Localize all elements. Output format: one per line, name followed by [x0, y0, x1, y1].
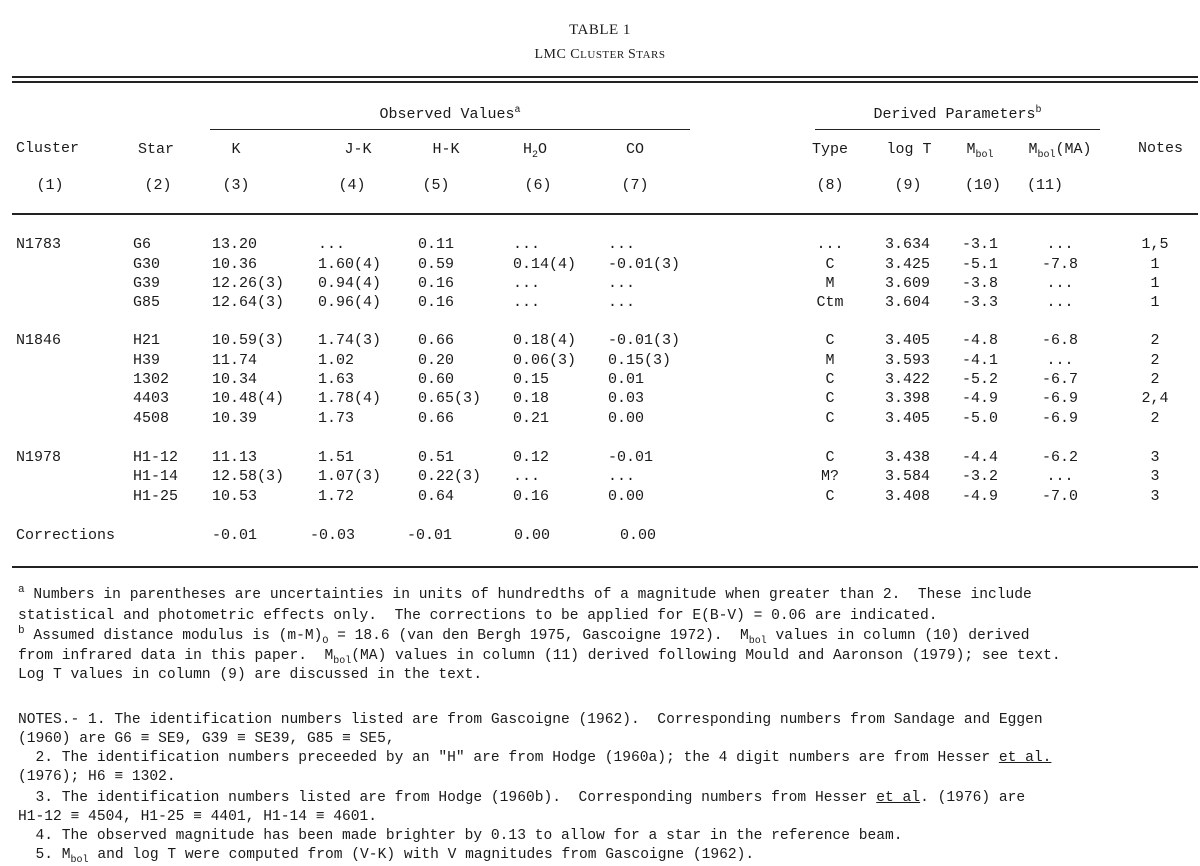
- header-hk: H-K: [432, 141, 460, 158]
- colnum-3: (3): [222, 177, 250, 194]
- corrections-label: Corrections: [16, 527, 116, 544]
- header-mbol: $M_{bol}$: [966, 141, 994, 161]
- header-jk: J-K: [344, 141, 372, 158]
- cell-notes: 2: [1150, 352, 1160, 369]
- top-rule-1: [12, 76, 1198, 78]
- cell-logt: 3.634: [885, 236, 931, 253]
- cell-star: H21: [133, 332, 161, 349]
- cell-mbolma: ...: [1046, 294, 1074, 311]
- cell-type: C: [825, 390, 835, 407]
- cell-cluster: N1846: [16, 332, 62, 349]
- cell-co: -0.01(3): [608, 332, 681, 349]
- cell-mbol: -3.1: [962, 236, 999, 253]
- cell-hk: 0.16: [418, 294, 455, 311]
- note-1-line1: NOTES.- 1. The identification numbers listed are from Gascoigne (1962). Corresponding numbers from Sandage and Eggen: [18, 712, 1043, 728]
- cell-co: 0.00: [608, 410, 645, 427]
- cell-k: 11.74: [212, 352, 258, 369]
- cell-h2o: 0.12: [513, 449, 550, 466]
- colnum-2: (2): [144, 177, 172, 194]
- cell-mbol: -5.1: [962, 256, 999, 273]
- cell-mbol: -4.8: [962, 332, 999, 349]
- cell-mbol: -5.2: [962, 371, 999, 388]
- cell-co: -0.01(3): [608, 256, 681, 273]
- colnum-1: (1): [36, 177, 64, 194]
- cell-type: C: [825, 449, 835, 466]
- cell-star: H39: [133, 352, 161, 369]
- cell-notes: 3: [1150, 468, 1160, 485]
- colnum-7: (7): [621, 177, 649, 194]
- cell-notes: 3: [1150, 449, 1160, 466]
- cell-hk: 0.59: [418, 256, 455, 273]
- cell-type: C: [825, 410, 835, 427]
- cell-star: G6: [133, 236, 152, 253]
- footnote-b-line3: Log T values in column (9) are discussed in the text.: [18, 667, 483, 683]
- cell-logt: 3.604: [885, 294, 931, 311]
- cell-k: 12.26(3): [212, 275, 285, 292]
- note-2-line1: 2. The identification numbers preceeded by an "H" are from Hodge (1960a); the 4 digit numbers are from Hesser et al.: [18, 750, 1052, 766]
- cell-jk: 0.94(4): [318, 275, 382, 292]
- cell-type: M: [825, 275, 835, 292]
- observed-values-header: Observed Values$^a$: [379, 105, 521, 123]
- cell-mbolma: ...: [1046, 352, 1074, 369]
- cell-jk: 1.74(3): [318, 332, 382, 349]
- cell-mbol: -3.2: [962, 468, 999, 485]
- cell-logt: 3.398: [885, 390, 931, 407]
- cell-mbolma: -7.0: [1041, 488, 1078, 505]
- cell-h2o: ...: [513, 468, 541, 485]
- cell-h2o: 0.21: [513, 410, 550, 427]
- cell-logt: 3.438: [885, 449, 931, 466]
- cell-mbolma: ...: [1046, 468, 1074, 485]
- cell-logt: 3.425: [885, 256, 931, 273]
- cell-co: ...: [608, 275, 636, 292]
- header-notes: Notes: [1138, 140, 1184, 157]
- cell-mbolma: -6.9: [1041, 410, 1078, 427]
- corrections-co: 0.00: [620, 527, 657, 544]
- note-4: 4. The observed magnitude has been made brighter by 0.13 to allow for a star in the reference beam.: [18, 828, 903, 844]
- cell-k: 10.36: [212, 256, 258, 273]
- cell-mbolma: -6.2: [1041, 449, 1078, 466]
- cell-h2o: 0.18: [513, 390, 550, 407]
- cell-mbol: -4.9: [962, 488, 999, 505]
- cell-logt: 3.584: [885, 468, 931, 485]
- cell-mbolma: -6.8: [1041, 332, 1078, 349]
- cell-mbolma: ...: [1046, 236, 1074, 253]
- cell-cluster: N1783: [16, 236, 62, 253]
- cell-hk: 0.66: [418, 410, 455, 427]
- cell-mbolma: -6.7: [1041, 371, 1078, 388]
- cell-type: Ctm: [816, 294, 844, 311]
- cell-co: ...: [608, 468, 636, 485]
- cell-jk: 0.96(4): [318, 294, 382, 311]
- table-bottom-rule: [12, 566, 1198, 568]
- cell-logt: 3.593: [885, 352, 931, 369]
- cell-notes: 1: [1150, 275, 1160, 292]
- header-star: Star: [138, 141, 175, 158]
- cell-notes: 1,5: [1141, 236, 1169, 253]
- cell-h2o: 0.14(4): [513, 256, 577, 273]
- cell-co: 0.15(3): [608, 352, 672, 369]
- corrections-k: -0.01: [212, 527, 258, 544]
- cell-co: 0.03: [608, 390, 645, 407]
- cell-h2o: ...: [513, 275, 541, 292]
- corrections-hk: -0.01: [407, 527, 453, 544]
- cell-jk: 1.73: [318, 410, 355, 427]
- cell-notes: 2: [1150, 410, 1160, 427]
- cell-star: 1302: [133, 371, 170, 388]
- cell-jk: 1.07(3): [318, 468, 382, 485]
- cell-hk: 0.65(3): [418, 390, 482, 407]
- derived-parameters-header: Derived Parameters$^b$: [873, 105, 1042, 123]
- cell-k: 10.34: [212, 371, 258, 388]
- cell-mbolma: -7.8: [1041, 256, 1078, 273]
- cell-k: 10.48(4): [212, 390, 285, 407]
- header-cluster: Cluster: [16, 140, 80, 157]
- cell-hk: 0.66: [418, 332, 455, 349]
- cell-notes: 1: [1150, 294, 1160, 311]
- cell-type: C: [825, 256, 835, 273]
- cell-k: 13.20: [212, 236, 258, 253]
- cell-mbol: -3.8: [962, 275, 999, 292]
- cell-hk: 0.20: [418, 352, 455, 369]
- cell-hk: 0.22(3): [418, 468, 482, 485]
- cell-notes: 2: [1150, 332, 1160, 349]
- cell-hk: 0.51: [418, 449, 455, 466]
- cell-hk: 0.60: [418, 371, 455, 388]
- cell-mbol: -4.4: [962, 449, 999, 466]
- cell-jk: 1.51: [318, 449, 355, 466]
- cell-logt: 3.609: [885, 275, 931, 292]
- cell-star: G39: [133, 275, 161, 292]
- note-3-line2: H1-12 ≡ 4504, H1-25 ≡ 4401, H1-14 ≡ 4601.: [18, 809, 378, 825]
- cell-jk: 1.60(4): [318, 256, 382, 273]
- observed-span-line: [210, 129, 690, 130]
- table-subtitle: LMC CLUSTER STARS: [534, 47, 666, 62]
- cell-co: 0.01: [608, 371, 645, 388]
- cell-co: -0.01: [608, 449, 654, 466]
- cell-jk: 1.63: [318, 371, 355, 388]
- cell-notes: 2: [1150, 371, 1160, 388]
- cell-logt: 3.405: [885, 332, 931, 349]
- header-type: Type: [811, 141, 848, 158]
- cell-star: H1-25: [133, 488, 179, 505]
- footnote-a-line2: statistical and photometric effects only. The corrections to be applied for E(B-V) = 0.06 are indicated.: [18, 608, 938, 624]
- cell-k: 10.39: [212, 410, 258, 427]
- colnum-11: (11): [1026, 177, 1063, 194]
- colnum-4: (4): [338, 177, 366, 194]
- cell-h2o: 0.06(3): [513, 352, 577, 369]
- table-title: TABLE 1: [569, 22, 631, 38]
- header-h2o: $H_2O$: [522, 141, 548, 161]
- cell-star: 4508: [133, 410, 170, 427]
- cell-type: C: [825, 488, 835, 505]
- cell-k: 10.59(3): [212, 332, 285, 349]
- cell-h2o: 0.15: [513, 371, 550, 388]
- cell-h2o: ...: [513, 236, 541, 253]
- colnum-10: (10): [964, 177, 1001, 194]
- footnote-b-line2: from infrared data in this paper. $M_{bol}(MA)$ values in column (11) derived following Mould and Aaronson (1979); see text.: [18, 648, 1061, 667]
- header-logt: log T: [886, 141, 932, 158]
- cell-mbolma: -6.9: [1041, 390, 1078, 407]
- cell-mbol: -5.0: [962, 410, 999, 427]
- footnote-a-line1: $^a$ Numbers in parentheses are uncertainties in units of hundredths of a magnitude when greater than 2. These include: [18, 584, 1032, 603]
- cell-star: 4403: [133, 390, 170, 407]
- cell-h2o: ...: [513, 294, 541, 311]
- cell-k: 12.64(3): [212, 294, 285, 311]
- cell-k: 12.58(3): [212, 468, 285, 485]
- cell-mbol: -4.1: [962, 352, 999, 369]
- note-2-line2: (1976); H6 ≡ 1302.: [18, 769, 176, 785]
- cell-star: G85: [133, 294, 161, 311]
- cell-type: ...: [816, 236, 844, 253]
- cell-h2o: 0.16: [513, 488, 550, 505]
- cell-type: M?: [820, 468, 839, 485]
- header-bottom-rule: [12, 213, 1198, 215]
- cell-cluster: N1978: [16, 449, 62, 466]
- header-k: K: [231, 141, 241, 158]
- cell-star: G30: [133, 256, 161, 273]
- cell-co: 0.00: [608, 488, 645, 505]
- corrections-h2o: 0.00: [514, 527, 551, 544]
- top-rule-2: [12, 81, 1198, 83]
- cell-mbol: -4.9: [962, 390, 999, 407]
- colnum-6: (6): [524, 177, 552, 194]
- cell-mbolma: ...: [1046, 275, 1074, 292]
- derived-span-line: [815, 129, 1100, 130]
- cell-jk: 1.78(4): [318, 390, 382, 407]
- cell-hk: 0.11: [418, 236, 455, 253]
- footnote-b-line1: $^b$ Assumed distance modulus is $(m-M)_O = 18.6$ (van den Bergh 1975, Gascoigne 1972). $M_{bol}$ values in column (10) derived: [18, 625, 1030, 647]
- note-1-line2: (1960) are G6 ≡ SE9, G39 ≡ SE39, G85 ≡ SE5,: [18, 731, 395, 747]
- cell-hk: 0.16: [418, 275, 455, 292]
- cell-hk: 0.64: [418, 488, 455, 505]
- cell-jk: 1.72: [318, 488, 355, 505]
- cell-logt: 3.422: [885, 371, 931, 388]
- cell-mbol: -3.3: [962, 294, 999, 311]
- cell-notes: 2,4: [1141, 390, 1169, 407]
- corrections-jk: -0.03: [310, 527, 356, 544]
- cell-k: 11.13: [212, 449, 258, 466]
- cell-type: C: [825, 332, 835, 349]
- note-5: 5. $M_{bol}$ and log T were computed from (V-K) with V magnitudes from Gascoigne (1962).: [18, 847, 755, 866]
- header-mbol-ma: $M_{bol}(MA)$: [1028, 141, 1092, 161]
- cell-logt: 3.405: [885, 410, 931, 427]
- cell-type: M: [825, 352, 835, 369]
- cell-star: H1-14: [133, 468, 179, 485]
- colnum-5: (5): [422, 177, 450, 194]
- cell-k: 10.53: [212, 488, 258, 505]
- header-co: CO: [625, 141, 644, 158]
- colnum-9: (9): [894, 177, 922, 194]
- cell-co: ...: [608, 236, 636, 253]
- cell-co: ...: [608, 294, 636, 311]
- note-3-line1: 3. The identification numbers listed are from Hodge (1960b). Corresponding numbers from Hesser et al. (1976) are: [18, 790, 1026, 806]
- cell-star: H1-12: [133, 449, 179, 466]
- cell-jk: ...: [318, 236, 346, 253]
- cell-jk: 1.02: [318, 352, 355, 369]
- cell-type: C: [825, 371, 835, 388]
- cell-logt: 3.408: [885, 488, 931, 505]
- cell-notes: 3: [1150, 488, 1160, 505]
- cell-notes: 1: [1150, 256, 1160, 273]
- cell-h2o: 0.18(4): [513, 332, 577, 349]
- colnum-8: (8): [816, 177, 844, 194]
